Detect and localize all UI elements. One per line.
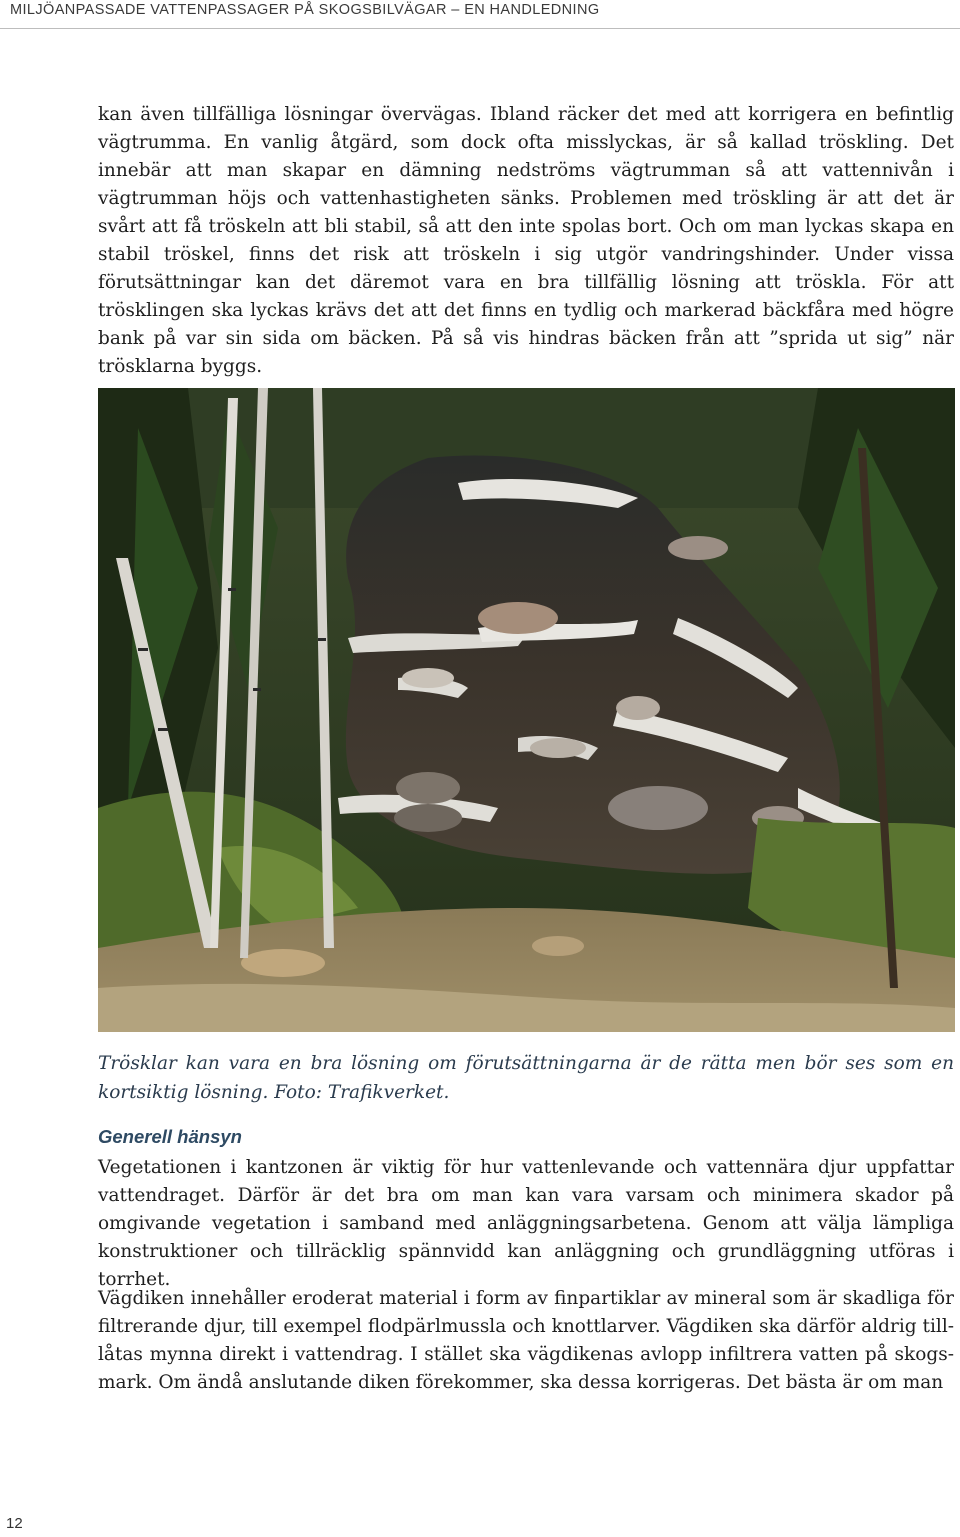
vagdiken-paragraph: Vägdiken innehåller eroderat material i form av finpartiklar av mineral som är skadliga för filtrerande djur, till exempel flodpärlmussla och knottlarver. Vägdiken ska därför aldrig tilllåtas mynna direkt i vattendrag. I stället ska vägdikenas avlopp infiltrera vatten på skogsmark. Om ändå anslutande diken förekommer, ska dessa korrigeras. Det bästa är om man (98, 1288, 954, 1393)
running-header: MILJÖANPASSADE VATTENPASSAGER PÅ SKOGSBILVÄGAR – EN HANDLEDNING (10, 2, 600, 18)
header-divider (0, 28, 960, 29)
stream-photo (98, 388, 955, 1032)
intro-paragraph: kan även tillfälliga lösningar övervägas. Ibland räcker det med att korrigera en befintlig vägtrumma. En vanlig åtgärd, som dock ofta misslyckas, är så kallad tröskling. Det innebär att man skapar en dämning nedströms vägtrumman så att vattennivån i vägtrumman höjs och vattenhastigheten sänks. Problemen med tröskling är att det är svårt att få tröskeln att bli stabil, så att den inte spolas bort. Och om man lyckas skapa en stabil tröskel, finns det risk att tröskeln i sig utgör vandringshinder. Under vissa förutsättningar kan det däremot vara en bra tillfällig lösning att tröskla. För att trösklingen ska lyckas krävs det att det finns en tydlig och markerad bäckfåra med högre bank på var sin sida om bäcken. På så vis hindras bäcken från att ”sprida ut sig” när trösklarna byggs. (98, 104, 954, 377)
section-heading: Generell hänsyn (98, 1126, 242, 1147)
vegetation-paragraph: Vegetationen i kantzonen är viktig för hur vattenlevande och vattennära djur uppfattar vattendraget. Därför är det bra om man kan vara varsam och minimera skador på omgivande vegetation i samband med anläggningsarbetena. Genom att välja lämpliga konstruktioner och tillräcklig spännvidd kan anläggning och grundläggning utföras i torrhet. (98, 1157, 954, 1290)
page-number: 12 (6, 1515, 23, 1532)
photo-caption: Trösklar kan vara en bra lösning om förutsättningarna är de rätta men bör ses som en kortsiktig lösning. Foto: Trafikverket. (98, 1053, 954, 1103)
